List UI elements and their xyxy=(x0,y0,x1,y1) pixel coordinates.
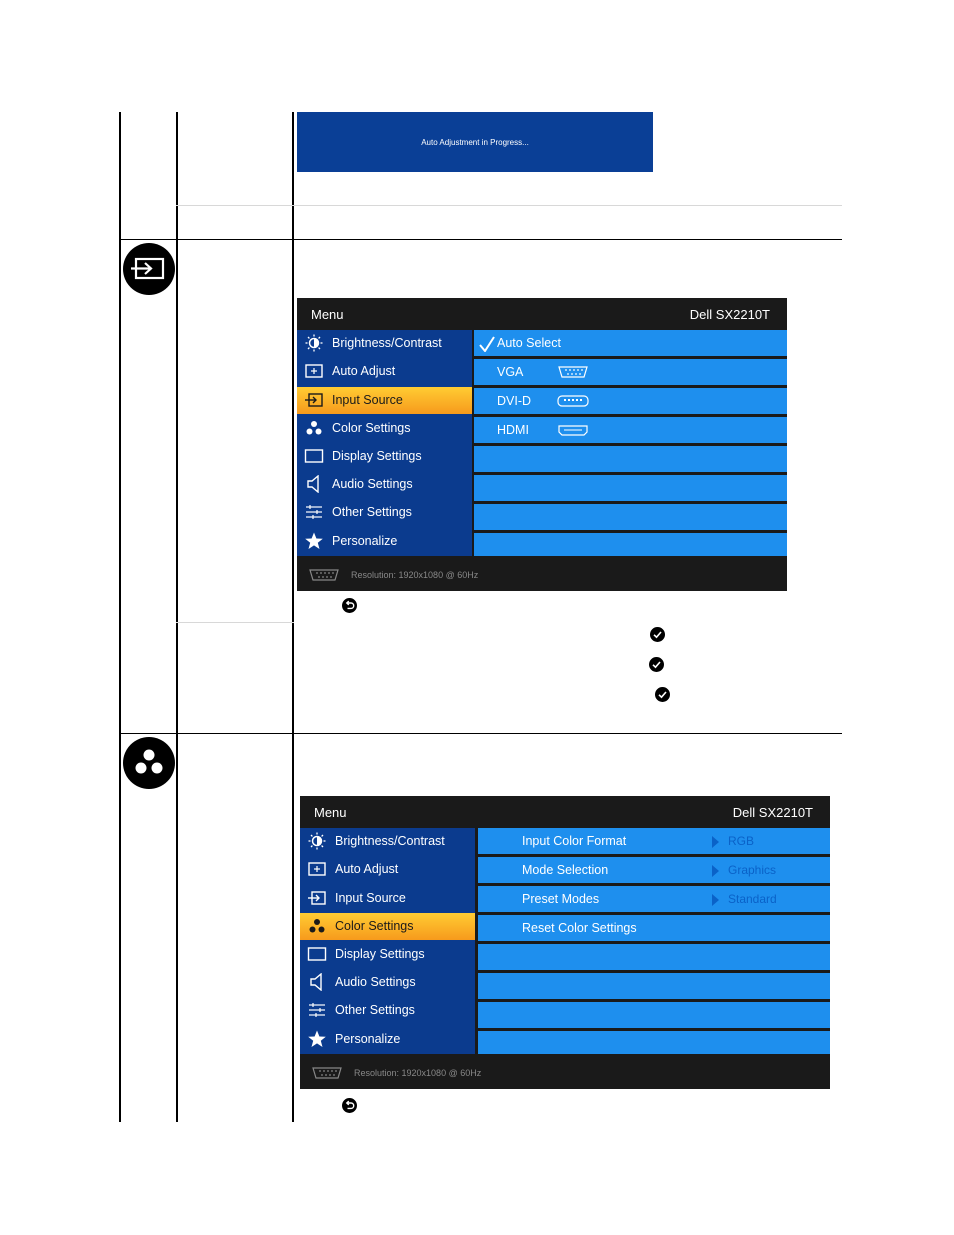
row-separator xyxy=(119,239,842,240)
menu-item-audio-settings[interactable] xyxy=(300,969,475,996)
empty-row xyxy=(478,973,830,999)
auto-adjust-icon xyxy=(307,860,327,878)
option-label: Mode Selection xyxy=(522,863,609,877)
option-dvi-d[interactable] xyxy=(474,388,787,414)
menu-item-label: Personalize xyxy=(335,1032,401,1046)
menu-item-input-source[interactable] xyxy=(300,885,475,912)
triangle-right-icon xyxy=(712,894,719,906)
osd-footer xyxy=(297,558,787,591)
speaker-icon xyxy=(307,973,327,991)
row-separator xyxy=(176,622,294,623)
menu-title: Menu xyxy=(311,307,344,322)
option-vga[interactable] xyxy=(474,359,787,385)
menu-item-label: Brightness/Contrast xyxy=(332,336,442,350)
empty-row xyxy=(474,504,787,530)
menu-item-label: Display Settings xyxy=(335,947,425,961)
option-label: HDMI xyxy=(497,423,529,437)
resolution-readout: Resolution: 1920x1080 @ 60Hz xyxy=(351,570,479,580)
osd-color-settings-screen xyxy=(300,796,830,1089)
menu-item-label: Other Settings xyxy=(335,1003,415,1017)
menu-item-display-settings[interactable] xyxy=(297,443,472,470)
option-label: Preset Modes xyxy=(522,892,600,906)
menu-item-label: Other Settings xyxy=(332,505,412,519)
option-label: Input Color Format xyxy=(522,834,627,848)
empty-row xyxy=(474,475,787,501)
color-settings-icon xyxy=(304,419,324,437)
triangle-right-icon xyxy=(712,865,719,877)
option-input-color-format[interactable] xyxy=(478,828,830,854)
osd-footer xyxy=(300,1056,830,1089)
menu-item-brightness-contrast[interactable] xyxy=(297,330,472,357)
display-settings-icon xyxy=(307,945,327,963)
table-border-left xyxy=(119,112,121,1122)
menu-item-label: Color Settings xyxy=(332,421,411,435)
osd-input-source-screen xyxy=(297,298,787,591)
input-source-icon xyxy=(304,391,324,409)
back-arrow-icon xyxy=(342,1098,357,1113)
osd-main-menu xyxy=(297,330,472,556)
menu-item-color-settings[interactable] xyxy=(300,913,475,940)
option-preset-modes[interactable] xyxy=(478,886,830,912)
option-auto-select[interactable] xyxy=(474,330,787,356)
table-column-divider xyxy=(176,112,178,1122)
osd-main-menu xyxy=(300,828,475,1054)
menu-item-label: Display Settings xyxy=(332,449,422,463)
triangle-right-icon xyxy=(712,836,719,848)
menu-item-audio-settings[interactable] xyxy=(297,471,472,498)
input-source-icon xyxy=(123,243,175,295)
option-mode-selection[interactable] xyxy=(478,857,830,883)
auto-adjust-progress-banner xyxy=(297,112,653,172)
checkmark-icon xyxy=(650,627,665,642)
menu-item-color-settings[interactable] xyxy=(297,415,472,442)
checkmark-icon xyxy=(649,657,664,672)
option-value: Graphics xyxy=(728,863,777,877)
menu-item-input-source[interactable] xyxy=(297,387,472,414)
back-arrow-icon xyxy=(342,598,357,613)
input-source-icon xyxy=(307,889,327,907)
menu-item-label: Audio Settings xyxy=(332,477,413,491)
brightness-icon xyxy=(307,832,327,850)
sliders-icon xyxy=(304,503,324,521)
menu-item-auto-adjust[interactable] xyxy=(297,358,472,385)
row-separator xyxy=(119,733,842,734)
checkmark-icon xyxy=(479,336,495,352)
empty-row xyxy=(474,533,787,556)
menu-item-label: Audio Settings xyxy=(335,975,416,989)
menu-item-personalize[interactable] xyxy=(297,528,472,555)
empty-row xyxy=(478,1031,830,1054)
menu-item-other-settings[interactable] xyxy=(300,997,475,1024)
checkmark-icon xyxy=(655,687,670,702)
star-icon xyxy=(307,1030,327,1048)
auto-adjust-icon xyxy=(304,362,324,380)
option-value: Standard xyxy=(728,892,777,906)
empty-row xyxy=(474,446,787,472)
vga-connector-icon xyxy=(307,568,341,582)
dvi-connector-icon xyxy=(556,394,590,408)
option-label: Auto Select xyxy=(497,336,561,350)
progress-message: Auto Adjustment in Progress... xyxy=(421,137,529,147)
monitor-model: Dell SX2210T xyxy=(689,307,770,322)
vga-connector-icon xyxy=(310,1066,344,1080)
sliders-icon xyxy=(307,1001,327,1019)
menu-item-label: Brightness/Contrast xyxy=(335,834,445,848)
menu-item-brightness-contrast[interactable] xyxy=(300,828,475,855)
menu-item-label: Input Source xyxy=(335,891,406,905)
menu-item-display-settings[interactable] xyxy=(300,941,475,968)
menu-title: Menu xyxy=(314,805,347,820)
menu-item-auto-adjust[interactable] xyxy=(300,856,475,883)
resolution-readout: Resolution: 1920x1080 @ 60Hz xyxy=(354,1068,482,1078)
option-hdmi[interactable] xyxy=(474,417,787,443)
option-label: Reset Color Settings xyxy=(522,921,637,935)
color-settings-icon xyxy=(307,917,327,935)
option-label: DVI-D xyxy=(497,394,532,408)
option-label: VGA xyxy=(497,365,524,379)
brightness-icon xyxy=(304,334,324,352)
display-settings-icon xyxy=(304,447,324,465)
osd-submenu xyxy=(478,828,830,1054)
menu-item-personalize[interactable] xyxy=(300,1026,475,1053)
option-value: RGB xyxy=(728,834,755,848)
empty-row xyxy=(478,944,830,970)
menu-item-label: Auto Adjust xyxy=(335,862,399,876)
menu-item-other-settings[interactable] xyxy=(297,499,472,526)
menu-item-label: Input Source xyxy=(332,393,403,407)
star-icon xyxy=(304,532,324,550)
vga-connector-icon xyxy=(556,365,590,379)
speaker-icon xyxy=(304,475,324,493)
empty-row xyxy=(478,1002,830,1028)
table-column-divider xyxy=(292,112,294,1122)
osd-header xyxy=(297,298,787,330)
osd-submenu xyxy=(474,330,787,556)
osd-header xyxy=(300,796,830,828)
menu-item-label: Personalize xyxy=(332,534,398,548)
color-settings-icon xyxy=(123,737,175,789)
monitor-model: Dell SX2210T xyxy=(732,805,813,820)
menu-item-label: Auto Adjust xyxy=(332,364,396,378)
option-reset-color-settings[interactable] xyxy=(478,915,830,941)
menu-item-label: Color Settings xyxy=(335,919,414,933)
row-separator xyxy=(176,205,842,206)
hdmi-connector-icon xyxy=(556,423,590,437)
